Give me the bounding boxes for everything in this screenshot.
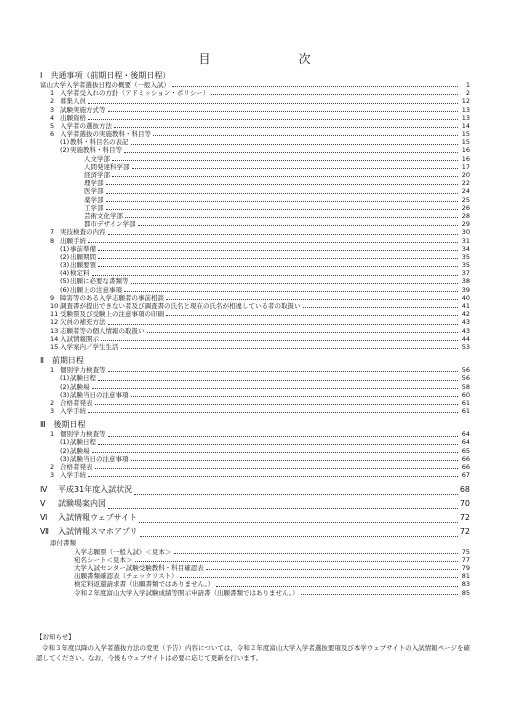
toc-entry-page: 37: [461, 269, 470, 278]
toc-entry[interactable]: [40, 463, 470, 471]
toc-entry[interactable]: [40, 399, 470, 407]
toc-entry-label: 試験当日の注意事項: [70, 390, 129, 399]
toc-entry-label: 人間発達科学部: [84, 162, 130, 171]
dot-leader: [132, 168, 459, 169]
toc-entry[interactable]: [40, 548, 470, 556]
dot-leader: [108, 436, 459, 437]
toc-entry-label: 出願要領: [70, 261, 96, 270]
toc-major-page: 68: [459, 485, 470, 495]
toc-major-entry[interactable]: [40, 525, 470, 539]
toc-entry-page: 28: [461, 211, 470, 220]
toc-entry[interactable]: [40, 439, 470, 447]
toc-entry-page: 24: [461, 187, 470, 196]
dot-leader: [108, 234, 459, 235]
toc-entry-label: 理学部: [84, 179, 104, 188]
toc-entry-label: 医学部: [84, 187, 104, 196]
toc-entry-label: 出願上の注意事項: [70, 285, 122, 294]
dot-leader: [124, 152, 458, 153]
dot-leader: [153, 135, 458, 136]
toc-major-label: 試験場案内図: [58, 499, 106, 509]
dot-leader: [108, 324, 459, 325]
toc-entry-page: 56: [461, 366, 470, 375]
toc-entry-page: 34: [461, 244, 470, 253]
toc-entry-number: 2: [50, 463, 55, 472]
toc-entry-page: 31: [461, 236, 470, 245]
toc-entry-label: 令和２年度富山大学入学試験成績等開示申請書（出願書類ではありません。）: [74, 588, 299, 597]
toc-entry-label: 検定料返還請求書（出願書類ではありません。）: [74, 580, 215, 589]
toc-entry[interactable]: [40, 318, 470, 326]
toc-entry-number: (3): [60, 261, 70, 270]
toc-entry[interactable]: [40, 589, 470, 597]
toc-entry[interactable]: [40, 212, 470, 220]
toc-entry[interactable]: [40, 335, 470, 343]
toc-entry[interactable]: [40, 237, 470, 245]
toc-entry-label: 試験日程: [70, 374, 96, 383]
toc-entry-number: (1): [60, 438, 70, 447]
toc-entry-page: 65: [461, 446, 470, 455]
toc-entry-page: 75: [461, 547, 470, 556]
toc-entry-number: (3): [60, 454, 70, 463]
dot-leader: [174, 553, 459, 554]
dot-leader: [134, 494, 458, 495]
toc-entry-number: 2: [50, 97, 55, 106]
dot-leader: [88, 476, 458, 477]
dot-leader: [135, 561, 459, 562]
dot-leader: [101, 340, 458, 341]
toc-entry-page: 79: [461, 563, 470, 572]
section-heading: Ⅲ 後期日程: [40, 420, 86, 430]
toc-entry-page: 35: [461, 252, 470, 261]
dot-leader: [98, 250, 458, 251]
toc-entry-page: 66: [461, 463, 470, 472]
toc-entry-label: 出願に必要な書類等: [70, 277, 129, 286]
toc-entry[interactable]: [40, 81, 470, 89]
toc-entry-label: 宛名シート＜見本＞: [74, 555, 133, 564]
toc-entry-number: (2): [60, 446, 70, 455]
toc-entry-number: (2): [60, 146, 70, 155]
dot-leader: [108, 508, 458, 509]
toc-entry-page: 17: [461, 162, 470, 171]
toc-entry[interactable]: [40, 366, 470, 374]
dot-leader: [108, 371, 459, 372]
toc-entry-number: 3: [50, 105, 55, 114]
toc-entry-number: 9: [50, 293, 55, 302]
dot-leader: [125, 217, 458, 218]
toc-entry[interactable]: [40, 447, 470, 455]
dot-leader: [112, 160, 458, 161]
dot-leader: [131, 396, 459, 397]
toc-entry[interactable]: [40, 253, 470, 261]
toc-entry-number: 11: [50, 310, 59, 319]
toc-entry-page: 35: [461, 261, 470, 270]
toc-entry-page: 38: [461, 277, 470, 286]
toc-entry-label: 出願手続: [60, 236, 86, 245]
toc-entry-number: (1): [60, 138, 70, 147]
toc-entry-page: 77: [461, 555, 470, 564]
toc-entry-number: 6: [50, 130, 55, 139]
toc-entry-page: 41: [461, 302, 470, 311]
toc-entry-page: 15: [461, 138, 470, 147]
toc-entry-label: 個別学力検査等: [60, 430, 106, 439]
section-heading: Ⅱ 前期日程: [40, 356, 84, 366]
toc-entry-label: 試験場: [70, 382, 90, 391]
dot-leader: [166, 315, 458, 316]
toc-entry[interactable]: [40, 343, 470, 351]
toc-entry-page: 1: [465, 80, 470, 89]
toc-entry-number: 10: [50, 302, 59, 311]
toc-entry-label: 出願資格: [60, 113, 86, 122]
toc-entry[interactable]: [40, 327, 470, 335]
toc-entry[interactable]: [40, 204, 470, 212]
toc-entry[interactable]: [40, 580, 470, 588]
toc-entry-label: 欠員の補充方法: [60, 318, 106, 327]
dot-leader: [98, 380, 458, 381]
dot-leader: [303, 307, 459, 308]
toc-entry-label: 実施教科・科目等: [70, 146, 122, 155]
toc-entry-label: 実技検査の内容: [60, 228, 106, 237]
toc-major-page: 70: [459, 499, 470, 509]
toc-entry[interactable]: [40, 228, 470, 236]
dot-leader: [98, 444, 458, 445]
toc-entry-page: 66: [461, 454, 470, 463]
toc-entry-page: 56: [461, 374, 470, 383]
toc-entry-label: 受験票及び受験上の注意事項の印刷: [60, 310, 164, 319]
notice-heading: 【お知らせ】: [36, 633, 75, 641]
toc-major-page: 72: [459, 527, 470, 537]
toc-entry[interactable]: [40, 245, 470, 253]
toc-entry-page: 64: [461, 430, 470, 439]
toc-entry-page: 29: [461, 220, 470, 229]
toc-entry-number: (1): [60, 374, 70, 383]
toc-entry-label: 検定料: [70, 269, 90, 278]
dot-leader: [131, 460, 459, 461]
dot-leader: [92, 452, 459, 453]
dot-leader: [140, 536, 458, 537]
toc-entry-page: 61: [461, 407, 470, 416]
toc-entry-number: 3: [50, 471, 55, 480]
dot-leader: [106, 201, 459, 202]
toc-entry-page: 15: [461, 130, 470, 139]
toc-entry[interactable]: [40, 407, 470, 415]
toc-entry-page: 44: [461, 334, 470, 343]
toc-entry-label: 経済学部: [84, 171, 110, 180]
toc-entry-number: 4: [50, 113, 55, 122]
toc-entry-page: 83: [461, 580, 470, 589]
toc-entry-label: 入学者選抜の実施教科・科目等: [60, 130, 151, 139]
toc-entry-label: 入学志願票（一般入試）＜見本＞: [74, 547, 172, 556]
toc-entry-number: (1): [60, 244, 70, 253]
toc-entry-number: (2): [60, 252, 70, 261]
toc-entry[interactable]: [40, 89, 470, 97]
dot-leader: [147, 332, 459, 333]
toc-entry-page: 53: [461, 342, 470, 351]
dot-leader: [92, 388, 459, 389]
toc-entry[interactable]: [40, 286, 470, 294]
toc-entry[interactable]: [40, 430, 470, 438]
toc-entry-label: 工学部: [84, 203, 104, 212]
dot-leader: [95, 468, 459, 469]
toc-entry-label: 入試情報開示: [60, 334, 99, 343]
toc-entry-label: 出願書類確認表（チェックリスト）: [74, 572, 178, 581]
toc-major-page: 72: [459, 513, 470, 523]
toc-entry-page: 67: [461, 471, 470, 480]
dot-leader: [88, 103, 458, 104]
dot-leader: [138, 225, 458, 226]
spacer: [40, 415, 470, 419]
toc-entry[interactable]: [40, 196, 470, 204]
toc-major-entry[interactable]: [40, 497, 470, 511]
section-heading: Ⅰ 共通事項（前期日程・後期日程）: [40, 71, 171, 80]
toc-entry-label: 薬学部: [84, 195, 104, 204]
toc-entry-number: (3): [60, 390, 70, 399]
dot-leader: [180, 577, 458, 578]
toc-entry-page: 39: [461, 285, 470, 294]
toc-entry[interactable]: [40, 171, 470, 179]
toc-entry-page: 64: [461, 438, 470, 447]
toc-entry-label: 事前準備: [70, 244, 96, 253]
toc-entry[interactable]: [40, 97, 470, 105]
toc-entry-page: 42: [461, 310, 470, 319]
toc-entry[interactable]: [40, 106, 470, 114]
toc-entry-page: 2: [465, 89, 470, 98]
attachments-heading: 添付書類: [50, 539, 76, 548]
dot-leader: [106, 184, 459, 185]
toc-entry[interactable]: [40, 155, 470, 163]
toc-entry-label: 合格者発表: [60, 463, 93, 472]
toc-entry[interactable]: [40, 114, 470, 122]
toc-entry-label: 都市デザイン学部: [84, 220, 136, 229]
dot-leader: [106, 209, 459, 210]
toc-entry-label: 志願者等の個人情報の取扱い: [60, 326, 145, 335]
toc-entry-label: 大学入試センター試験受験教科・科目確認表: [74, 563, 204, 572]
toc-entry-number: 5: [50, 121, 55, 130]
dot-leader: [301, 594, 458, 595]
toc-entry[interactable]: [40, 179, 470, 187]
toc-major-number: Ⅶ: [40, 527, 49, 537]
toc-major-entry[interactable]: [40, 511, 470, 525]
toc-entry-page: 16: [461, 154, 470, 163]
dot-leader: [108, 111, 459, 112]
toc-entry-label: 試験実施方式等: [60, 105, 106, 114]
toc-entry-page: 85: [461, 588, 470, 597]
notice: [36, 632, 474, 663]
dot-leader: [98, 266, 458, 267]
toc-entry-page: 61: [461, 398, 470, 407]
toc-entry[interactable]: [40, 391, 470, 399]
toc-entry-number: 15: [50, 342, 59, 351]
toc-major-label: 入試情報スマホアプリ: [58, 527, 138, 537]
toc-entry-page: 43: [461, 326, 470, 335]
toc-entry-page: 40: [461, 293, 470, 302]
toc-entry[interactable]: [40, 564, 470, 572]
toc-entry-page: 25: [461, 195, 470, 204]
toc-entry-label: 合格者発表: [60, 398, 93, 407]
toc-entry[interactable]: [40, 383, 470, 391]
toc-entry-page: 16: [461, 146, 470, 155]
toc-entry-label: 試験日程: [70, 438, 96, 447]
toc-entry-page: 22: [461, 179, 470, 188]
toc-entry-label: 入学手続: [60, 471, 86, 480]
toc-major-entry[interactable]: [40, 483, 470, 497]
dot-leader: [88, 242, 458, 243]
dot-leader: [98, 258, 458, 259]
toc-entry-label: 教科・科目名の表記: [70, 138, 129, 147]
toc-entry-number: 2: [50, 398, 55, 407]
dot-leader: [112, 176, 458, 177]
toc-entry-label: 人文学部: [84, 154, 110, 163]
dot-leader: [139, 522, 458, 523]
toc-entry-label: 入学手続: [60, 407, 86, 416]
toc-entry[interactable]: [40, 374, 470, 382]
dot-leader: [166, 299, 458, 300]
dot-leader: [114, 127, 458, 128]
dot-leader: [124, 291, 458, 292]
toc-entry-page: 20: [461, 171, 470, 180]
toc-entry-page: 14: [461, 121, 470, 130]
toc-entry-label: 芸術文化学部: [84, 211, 123, 220]
dot-leader: [172, 86, 458, 87]
toc-entry-label: 出願期間: [70, 252, 96, 261]
page-title: 目 次: [198, 52, 349, 66]
toc-entry-number: 8: [50, 236, 55, 245]
toc-entry-label: 障害等のある入学志願者の事前相談: [60, 293, 164, 302]
toc-entry[interactable]: [40, 294, 470, 302]
toc-entry-number: 7: [50, 228, 55, 237]
toc-entry-number: 3: [50, 407, 55, 416]
toc-major-label: 入試情報ウェブサイト: [58, 513, 138, 523]
toc-entry-label: 入学案内／学生生活: [60, 342, 119, 351]
toc-entry-page: 26: [461, 203, 470, 212]
toc-major-number: Ⅵ: [40, 513, 48, 523]
toc-entry-page: 60: [461, 390, 470, 399]
toc-entry[interactable]: [40, 556, 470, 564]
toc-entry[interactable]: [40, 122, 470, 130]
toc-entry-page: 81: [461, 572, 470, 581]
dot-leader: [92, 275, 459, 276]
toc-entry[interactable]: [40, 261, 470, 269]
dot-leader: [106, 193, 459, 194]
toc-major-number: Ⅴ: [40, 499, 46, 509]
dot-leader: [131, 283, 459, 284]
toc-entry-number: 12: [50, 318, 59, 327]
toc-entry-number: (2): [60, 382, 70, 391]
table-of-contents: [40, 70, 470, 597]
toc-entry-number: 1: [50, 366, 55, 375]
toc-entry-page: 13: [461, 105, 470, 114]
dot-leader: [95, 404, 459, 405]
dot-leader: [121, 348, 459, 349]
toc-entry[interactable]: [40, 278, 470, 286]
toc-entry-label: 試験当日の注意事項: [70, 454, 129, 463]
toc-entry-number: (6): [60, 285, 70, 294]
toc-entry-page: 30: [461, 228, 470, 237]
toc-entry[interactable]: [40, 163, 470, 171]
toc-entry-page: 12: [461, 97, 470, 106]
toc-entry-label: 募集人員: [60, 97, 86, 106]
toc-entry-label: 調査書が提出できない者及び調査書の氏名と現在の氏名が相違している者の取扱い: [60, 302, 301, 311]
toc-entry-page: 58: [461, 382, 470, 391]
toc-entry-number: (5): [60, 277, 70, 286]
toc-entry-page: 43: [461, 318, 470, 327]
toc-entry-label: 試験場: [70, 446, 90, 455]
toc-entry-label: 入学者の選抜方法: [60, 121, 112, 130]
dot-leader: [216, 586, 458, 587]
toc-entry-label: 入学者受入れの方針（アドミッション・ポリシー）: [60, 89, 210, 98]
toc-major-label: 平成31年度入試状況: [58, 485, 133, 495]
toc-major-number: Ⅳ: [40, 485, 48, 495]
toc-entry[interactable]: [40, 187, 470, 195]
dot-leader: [88, 412, 458, 413]
toc-entry-number: 14: [50, 334, 59, 343]
toc-entry-page: 13: [461, 113, 470, 122]
toc-entry[interactable]: [40, 455, 470, 463]
dot-leader: [88, 119, 458, 120]
toc-entry-label: 富山大学入学者選抜日程の概要（一般入試）: [40, 80, 170, 89]
dot-leader: [206, 569, 458, 570]
toc-entry-number: (4): [60, 269, 70, 278]
dot-leader: [211, 94, 458, 95]
toc-entry[interactable]: [40, 147, 470, 155]
notice-body: 令和３年度以降の入学者選抜方法の変更（予告）内容については，令和２年度富山大学入学者選抜要項及び本学ウェブサイトの入試情報ページを確認してください。なお，今後もウェブサイトは必要に応じて更新を行います。: [36, 644, 471, 662]
spacer: [40, 351, 470, 355]
dot-leader: [131, 144, 459, 145]
toc-entry-number: 1: [50, 430, 55, 439]
toc-entry-number: 1: [50, 89, 55, 98]
toc-entry-label: 個別学力検査等: [60, 366, 106, 375]
toc-entry[interactable]: [40, 471, 470, 479]
toc-entry-number: 13: [50, 326, 59, 335]
